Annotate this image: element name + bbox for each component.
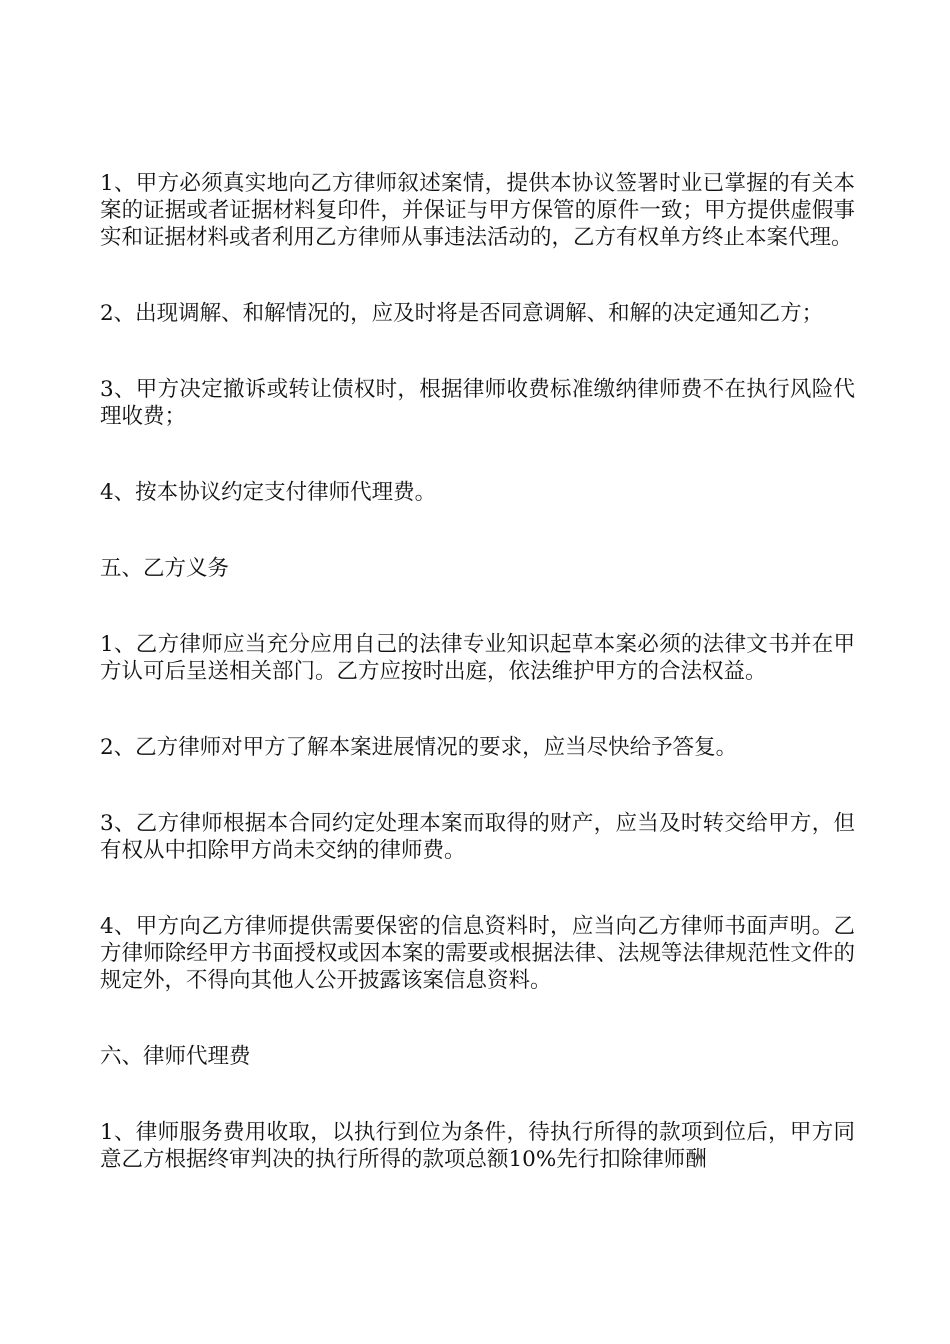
clause-b2: 2、乙方律师对甲方了解本案进展情况的要求，应当尽快给予答复。	[100, 735, 738, 760]
clause-c1: 1、律师服务费用收取，以执行到位为条件，待执行所得的款项到位后，甲方同意乙方根据终审判决的执行所得的款项总额10%先行扣除律师酬	[100, 1120, 855, 1172]
clause-a4: 4、按本协议约定支付律师代理费。	[100, 480, 437, 505]
section-heading-6: 六、律师代理费	[100, 1044, 251, 1069]
clause-b1: 1、乙方律师应当充分应用自己的法律专业知识起草本案必须的法律文书并在甲方认可后呈送相关部门。乙方应按时出庭，依法维护甲方的合法权益。	[100, 632, 855, 684]
clause-a2: 2、出现调解、和解情况的，应及时将是否同意调解、和解的决定通知乙方；	[100, 301, 824, 326]
clause-b4: 4、甲方向乙方律师提供需要保密的信息资料时，应当向乙方律师书面声明。乙方律师除经甲方书面授权或因本案的需要或根据法律、法规等法律规范性文件的规定外，不得向其他人公开披露该案信息资料。	[100, 914, 855, 993]
clause-a3: 3、甲方决定撤诉或转让债权时，根据律师收费标准缴纳律师费不在执行风险代理收费；	[100, 377, 855, 429]
document-body	[100, 170, 855, 1173]
clause-b3: 3、乙方律师根据本合同约定处理本案而取得的财产，应当及时转交给甲方，但有权从中扣除甲方尚未交纳的律师费。	[100, 811, 855, 863]
clause-a1: 1、甲方必须真实地向乙方律师叙述案情，提供本协议签署时业已掌握的有关本案的证据或者证据材料复印件，并保证与甲方保管的原件一致；甲方提供虚假事实和证据材料或者利用乙方律师从事违法活动的，乙方有权单方终止本案代理。	[100, 171, 855, 250]
section-heading-5: 五、乙方义务	[100, 556, 230, 581]
